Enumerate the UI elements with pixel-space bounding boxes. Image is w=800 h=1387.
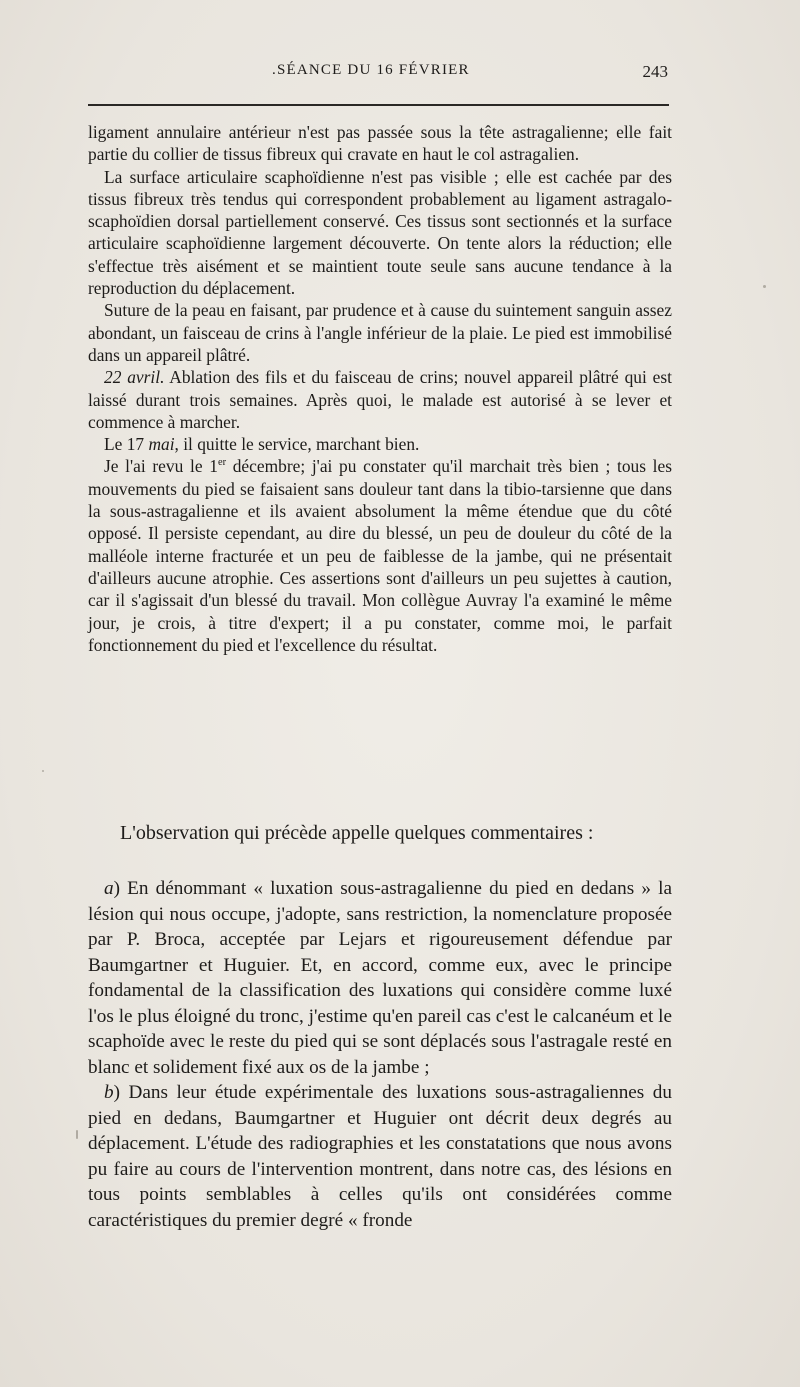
commentary-item-b: [88, 1080, 672, 1233]
paragraph-prefix: Je l'ai revu le 1: [104, 456, 218, 477]
paragraph-text: Ablation des fils et du faisceau de crins; nouvel appareil plâtré qui est laissé durant trois semaines. Après quoi, le malade est autorisé à se lever et commence à marcher.: [88, 367, 672, 432]
date-label: mai: [148, 434, 175, 455]
section-heading: L'observation qui précède appelle quelques commentaires :: [120, 822, 594, 844]
paragraph-prefix: Le 17: [104, 434, 149, 455]
item-marker: b: [104, 1082, 114, 1103]
paragraph-text: ) En dénommant « luxation sous-astragalienne du pied en dedans » la lésion qui nous occupe, j'adopte, sans restriction, la nomenclature proposée par P. Broca, acceptée par Lejars et rigoureusement défendue par Baumgartner et Huguier. Et, en accord, comme eux, avec le principe fondamental de la classification des luxations qui considère comme luxé l'os le plus éloigné du tronc, j'estime qu'en pareil cas c'est le calcanéum et le scaphoïde avec le reste du pied qui se sont déplacés sous l'astragale resté en blanc et solidement fixé aux os de la jambe ;: [88, 878, 672, 1078]
date-label: 22 avril.: [104, 367, 165, 388]
paragraph: Suture de la peau en faisant, par prudence et à cause du suintement sanguin assez abondant, un faisceau de crins à l'angle inférieur de la plaie. Le pied est immobilisé dans un appareil plâtré.: [88, 300, 672, 365]
page-header: [88, 62, 668, 88]
page-number: 243: [642, 62, 668, 81]
commentary-item-a: [88, 876, 672, 1080]
paper-speck: [76, 1130, 78, 1139]
item-marker: a: [104, 878, 114, 899]
paragraph: [88, 433, 672, 455]
paper-speck: [763, 285, 766, 288]
paragraph: [88, 366, 672, 433]
paragraph: La surface articulaire scaphoïdienne n'est pas visible ; elle est cachée par des tissus fibreux très tendus qui correspondent probablement au ligament astragalo-scaphoïdien dorsal partiellement conservé. Ces tissus sont sectionnés et la surface articulaire scaphoïdienne largement découverte. On tente alors la réduction; elle s'effectue très aisément et se maintient toute seule sans aucune tendance à la reproduction du déplacement.: [88, 166, 672, 299]
paragraph: [88, 455, 672, 656]
case-report-text: [88, 121, 672, 656]
commentary-text: [88, 876, 672, 1233]
paragraph-text: ) Dans leur étude expérimentale des luxations sous-astragaliennes du pied en dedans, Baumgartner et Huguier ont décrit deux degrés au déplacement. L'étude des radiographies et les constatations que nous avons pu faire au cours de l'intervention montrent, dans notre cas, des lésions en tous points semblables à celles qu'ils ont considérées comme caractéristiques du premier degré « fronde: [88, 1082, 672, 1231]
ordinal-suffix: er: [217, 457, 227, 469]
paragraph: ligament annulaire antérieur n'est pas passée sous la tête astragalienne; elle fait partie du collier de tissus fibreux qui cravate en haut le col astragalien.: [88, 122, 672, 165]
paragraph-text: décembre; j'ai pu constater qu'il marchait très bien ; tous les mouvements du pied se faisaient sans douleur tant dans la tibio-tarsienne que dans la sous-astragalienne et ils avaient absolument la même étendue que du côté opposé. Il persiste cependant, au dire du blessé, un peu de douleur du côté de la malléole interne fracturée et un peu de faiblesse de la jambe, qui ne présentait d'ailleurs aucune atrophie. Ces assertions sont d'ailleurs un peu sujettes à caution, car il s'agissait d'un blessé du travail. Mon collègue Auvray l'a examiné le même jour, je crois, à titre d'expert; il a pu constater, comme moi, le parfait fonctionnement du pied et l'excellence du résultat.: [88, 456, 672, 655]
paper-speck: [42, 770, 44, 772]
paragraph-text: , il quitte le service, marchant bien.: [174, 434, 420, 455]
header-rule: [88, 104, 669, 106]
running-title: .SÉANCE DU 16 FÉVRIER: [272, 62, 470, 78]
